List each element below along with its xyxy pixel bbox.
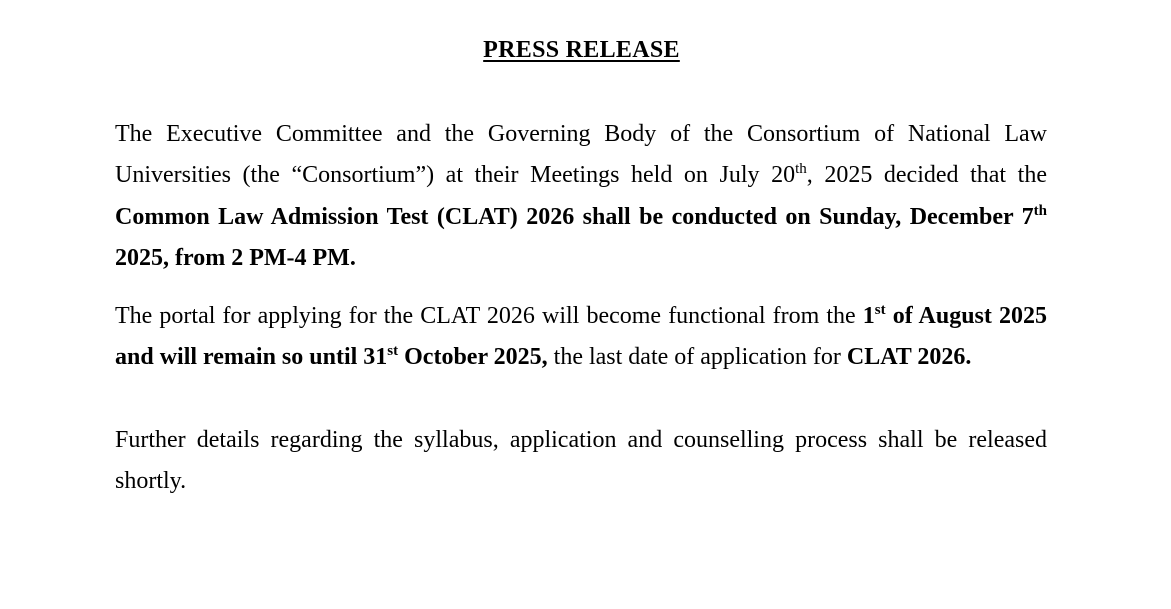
p1-bold-1: Common Law Admission Test (CLAT) 2026 shall be conducted on Sunday, December 7 (115, 203, 1034, 230)
p2-bold-1: 1 (862, 303, 875, 329)
paragraph-exam-announcement (115, 114, 1047, 279)
p2-text-1: The portal for applying for the CLAT 2026 will become functional from the (115, 303, 863, 329)
paragraph-further-details (115, 420, 1047, 503)
p1-text-2: , 2025 decided that the (806, 162, 1047, 189)
p2-bold-3: October 2025, (398, 344, 548, 371)
page-title (0, 34, 1163, 66)
p2-bold-4: CLAT 2026. (846, 344, 972, 371)
p2-bold-2: of August 2025 and will remain so until 31 (115, 303, 1047, 371)
p3-text-1: Further details regarding the syllabus, application and counselling process shall be released shortly. (115, 427, 1047, 495)
p1-text-1: The Executive Committee and the Governing Body of the Consortium of National Law Universities (the “Consortium”) at their Meetings held on July 20 (115, 121, 1047, 189)
page-title-text: PRESS RELEASE (483, 37, 680, 63)
p2-sup-2: st (387, 343, 399, 360)
p2-text-2: the last date of application for (547, 344, 847, 371)
paragraph-portal-dates (115, 296, 1047, 379)
p1-sup-2: th (1033, 202, 1047, 219)
p2-sup-1: st (874, 302, 886, 318)
p1-bold-2: 2025, from 2 PM-4 PM. (115, 244, 356, 271)
p1-sup-1: th (795, 161, 807, 178)
